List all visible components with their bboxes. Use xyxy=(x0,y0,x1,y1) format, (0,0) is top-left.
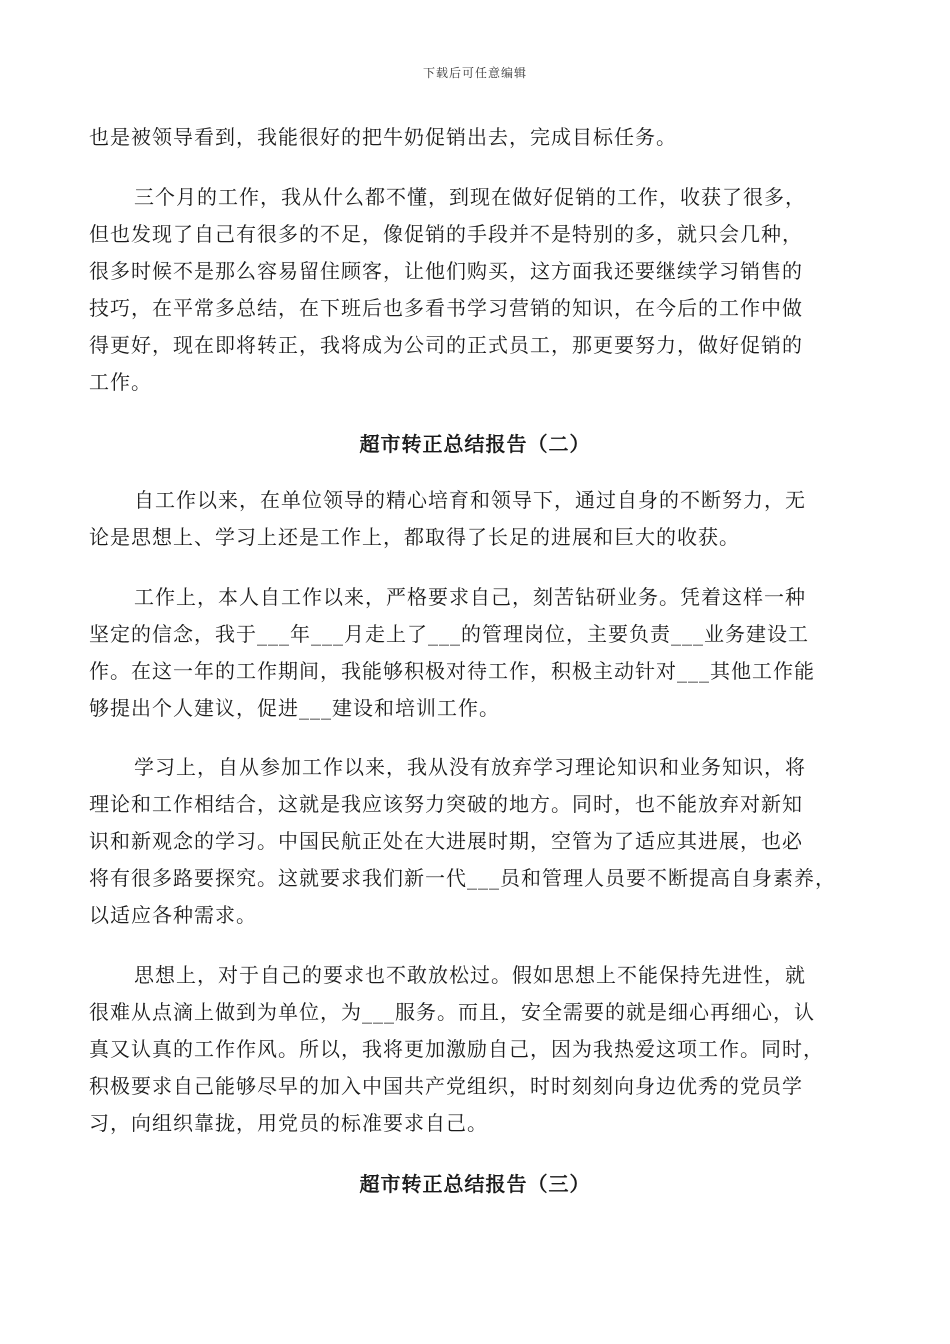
paragraph-line: 将有很多路要探究。这就要求我们新一代___员和管理人员要不断提高自身素养， xyxy=(89,866,836,890)
paragraph-line: 思想上，对于自己的要求也不敢放松过。假如思想上不能保持先进性，就 xyxy=(134,963,806,987)
paragraph-line: 学习上，自从参加工作以来，我从没有放弃学习理论知识和业务知识，将 xyxy=(134,755,806,779)
paragraph-line: 很多时候不是那么容易留住顾客，让他们购买，这方面我还要继续学习销售的 xyxy=(89,259,803,283)
paragraph-line: 论是思想上、学习上还是工作上，都取得了长足的进展和巨大的收获。 xyxy=(89,525,740,549)
paragraph-line: 三个月的工作，我从什么都不懂，到现在做好促销的工作，收获了很多， xyxy=(134,185,806,209)
paragraph-line: 以适应各种需求。 xyxy=(89,903,257,927)
section-heading-2: 超市转正总结报告（二） xyxy=(359,432,591,456)
paragraph-line: 也是被领导看到，我能很好的把牛奶促销出去，完成目标任务。 xyxy=(89,125,677,149)
paragraph-line: 识和新观念的学习。中国民航正处在大进展时期，空管为了适应其进展，也必 xyxy=(89,829,803,853)
paragraph-line: 工作上，本人自工作以来，严格要求自己，刻苦钻研业务。凭着这样一种 xyxy=(134,585,806,609)
paragraph-line: 积极要求自己能够尽早的加入中国共产党组织，时时刻刻向身边优秀的党员学 xyxy=(89,1074,803,1098)
paragraph-line: 技巧，在平常多总结，在下班后也多看书学习营销的知识，在今后的工作中做 xyxy=(89,296,803,320)
paragraph-line: 很难从点滴上做到为单位，为___服务。而且，安全需要的就是细心再细心，认 xyxy=(89,1000,815,1024)
paragraph-line: 得更好，现在即将转正，我将成为公司的正式员工，那更要努力，做好促销的 xyxy=(89,333,803,357)
paragraph-line: 理论和工作相结合，这就是我应该努力突破的地方。同时，也不能放弃对新知 xyxy=(89,792,803,816)
paragraph-line: 真又认真的工作作风。所以，我将更加激励自己，因为我热爱这项工作。同时， xyxy=(89,1037,824,1061)
paragraph-line: 够提出个人建议，促进___建设和培训工作。 xyxy=(89,696,500,720)
paragraph-line: 坚定的信念，我于___年___月走上了___的管理岗位，主要负责___业务建设工 xyxy=(89,622,809,646)
paragraph-line: 工作。 xyxy=(89,370,152,394)
section-heading-3: 超市转正总结报告（三） xyxy=(359,1172,591,1196)
paragraph-line: 但也发现了自己有很多的不足，像促销的手段并不是特别的多，就只会几种， xyxy=(89,222,803,246)
header-note: 下载后可任意编辑 xyxy=(422,66,527,80)
paragraph-line: 作。在这一年的工作期间，我能够积极对待工作，积极主动针对___其他工作能 xyxy=(89,659,815,683)
paragraph-line: 自工作以来，在单位领导的精心培育和领导下，通过自身的不断努力，无 xyxy=(134,488,806,512)
paragraph-line: 习，向组织靠拢，用党员的标准要求自己。 xyxy=(89,1111,488,1135)
